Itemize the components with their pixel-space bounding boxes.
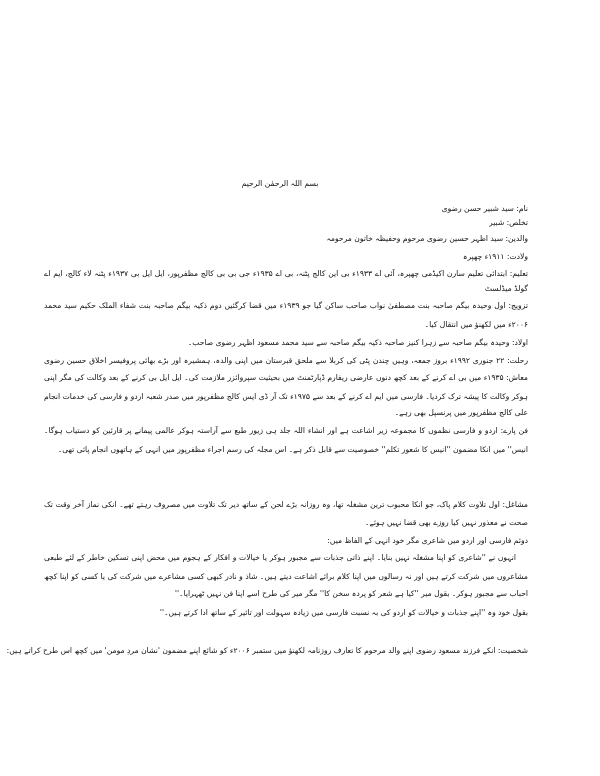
personality-line: شخصیت: انکے فرزند مسعود رضوی اپنے والد مرحوم کا تعارف روزنامہ لکھنؤ میں ستمبر ۲۰۰۶ء کو شائع اپنے مضمون 'نشان مردِ مومن' میں کچھ اس طرح کراتے ہیں:	[6, 646, 528, 655]
poetry-intro-line: دوئم فارسی اور اردو میں شاعری مگر خود انہی کے الفاظ میں:	[327, 536, 528, 545]
education-line: تعلیم: ابتدائی تعلیم سارن اکیڈمی چھپرہ، آئی اے ۱۹۳۳ء بی این کالج پٹنہ، بی اے ۱۹۳۵ء جی بی بی کالج مظفرپور، ایل ایل بی ۱۹۳۷ء پٹنہ لاء کالج، ایم اے	[44, 269, 528, 278]
quote-line: انہوں نے ''شاعری کو اپنا مشغلہ نہیں بنایا۔ اپنے ذاتی جذبات سے مجبور ہوکر یا خیالات و افکار کے ہجوم میں محض اپنی تسکین خاطر کے لئے طبعی	[44, 553, 516, 562]
birth-line: ولادت: ۱۹۱۱ء چھپرہ	[463, 252, 528, 261]
parents-line: والدین: سید اظہر حسین رضوی مرحوم وحفیظہ خاتون مرحومہ	[326, 234, 528, 243]
takhallus-line: تخلص: شبیر	[489, 218, 528, 227]
works-line: فن پارے: اردو و فارسی نظموں کا مجموعہ زیر اشاعت ہے اور انشاء اللہ جلد ہی زیور طبع سے آراستہ ہوکر عالمی پیمانے پر قارئین کو دستیاب ہوگا۔	[44, 426, 528, 435]
own-words-line: بقول خود وہ ''اپنے جذبات و خیالات کو اردو کی بہ نسبت فارسی میں زیادہ سہولت اور تاثیر کے ساتھ ادا کرتے ہیں۔''	[159, 608, 528, 617]
education-line-cont: گولڈ میڈلسٹ	[484, 284, 528, 293]
quote-line-cont: مشاعروں میں شرکت کرتے ہیں اور نہ رسالوں میں اپنا کلام برائے اشاعت دیتے ہیں۔ شاذ و نادر کبھی کسی مشاعرے میں شرکت کی یا کسی کو اپنا کچھ	[44, 572, 528, 581]
livelihood-line-cont: علی کالج مظفرپور میں پرنسپل بھی رہے۔	[394, 408, 528, 417]
death-line: رحلت: ۲۲ جنوری ۱۹۹۲ء بروز جمعہ، وہیں چندن پٹی کی کربلا سے ملحق قبرستان میں اپنی والدہ، ہمشیرہ اور بڑے بھائی پروفیسر اخلاق حسین رضوی	[44, 356, 528, 365]
children-line: اولاد: وحیدہ بیگم صاحبہ سے زہرا کنیز صاحبہ ذکیہ بیگم صاحبہ سے سید محمد مسعود اظہر رضوی صاحب۔	[187, 338, 528, 347]
quote-line-cont: احباب سے مجبور ہوکر۔ بقول میر ''کیا ہے شعر کو پردہ سخن کا'' مگر میر کی طرح اسے اپنا فن نہیں ٹھہرایا۔''	[174, 589, 528, 598]
livelihood-line-cont: ہوکر وکالت کا پیشہ ترک کردیا۔ فارسی میں ایم اے کرنے کے بعد سے ۱۹۷۵ء تک آر ڈی ایس کالج مظفرپور میں صدر شعبہ اردو و فارسی کی خدمات انجام	[44, 392, 528, 401]
name-line: نام: سید شبیر حسن رضوی	[441, 204, 528, 213]
hobbies-line-cont: صحت نے معذور نہیں کیا روزے بھی قضا نہیں ہوئے۔	[365, 518, 528, 527]
bismillah-heading: بسم اللہ الرحمٰن الرحیم	[241, 179, 319, 188]
livelihood-line: معاش: ۱۹۳۵ء میں بی اے کرنے کے بعد کچھ دنوں عارضی ریفارم ڈپارٹمنٹ میں بحیثیت سپروائزر ملازمت کی۔ ایل ایل بی کرنے کے بعد وکالت کی مگر اپنی	[44, 373, 528, 382]
works-line-cont: انیس'' میں انکا مضمون ''انیس کا شعور تکلم'' خصوصیت سے قابل ذکر ہے۔ اس مجلہ کی رسم اجراء مظفرپور میں انہی کے ہاتھوں انجام پائی تھی۔	[57, 445, 528, 454]
marriage-line: تزویج: اول وحیدہ بیگم صاحبہ بنت مصطفیٰ نواب صاحب ساکن گیا جو ۱۹۳۹ء میں قضا کرگئیں دوم ذکیہ بیگم صاحبہ بنت شفاء الملک حکیم سید محمد	[44, 301, 528, 310]
marriage-line-cont: ۲۰۰۶ء میں لکھنؤ میں انتقال کیا۔	[424, 320, 528, 329]
hobbies-line: مشاغل: اول تلاوت کلام پاک، جو انکا محبوب ترین مشغلہ تھا، وہ روزانہ بڑے لحن کے ساتھ دیر تک تلاوت میں مصروف رہتے تھے۔ انکی نماز آخر وقت تک	[44, 500, 528, 509]
